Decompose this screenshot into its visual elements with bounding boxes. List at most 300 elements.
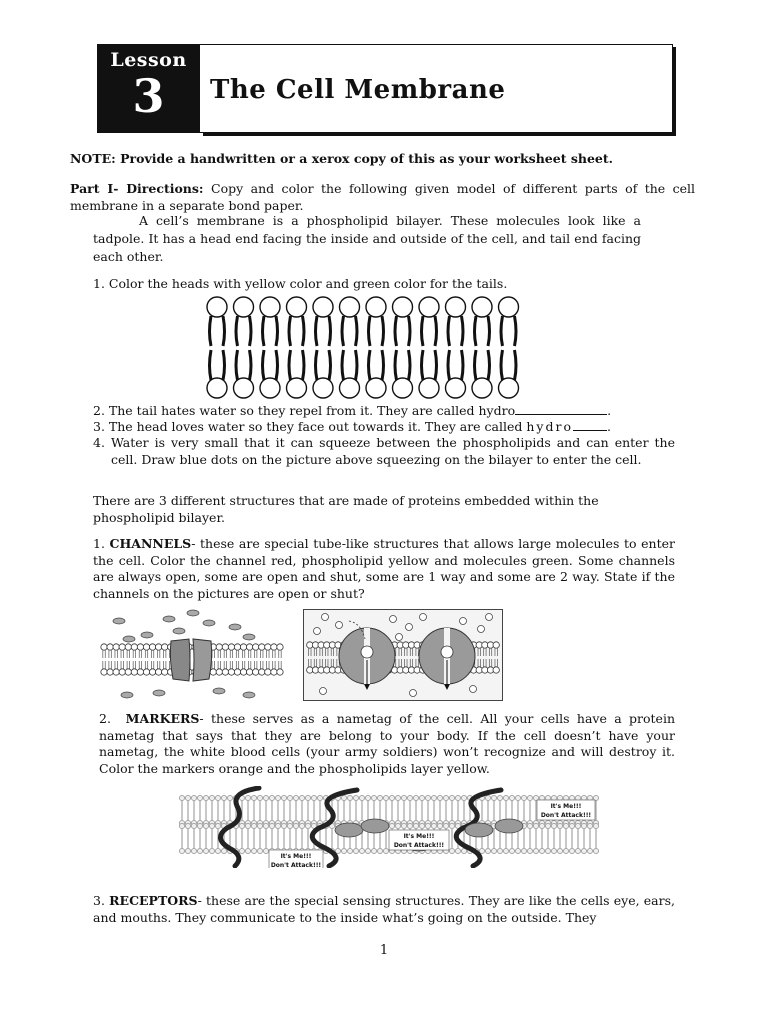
marker-lipid-head bbox=[551, 848, 556, 853]
phospholipid-tail bbox=[342, 316, 344, 346]
item-4-num: 4. bbox=[93, 435, 105, 450]
marker-lipid-head bbox=[593, 823, 598, 828]
phospholipid-tail bbox=[289, 350, 291, 380]
molecule bbox=[173, 628, 185, 634]
molecule bbox=[123, 636, 135, 642]
channel-left-lipid-head bbox=[246, 669, 252, 675]
marker-lipid-head bbox=[563, 823, 568, 828]
phospholipid-tail bbox=[448, 316, 450, 346]
phospholipid-molecule bbox=[472, 297, 492, 398]
molecule bbox=[141, 632, 153, 638]
phospholipid-tail bbox=[462, 316, 464, 346]
marker-lipid-head bbox=[407, 823, 412, 828]
phospholipid-head bbox=[472, 297, 492, 317]
nametag-line-1: It's Me!!! bbox=[550, 803, 582, 810]
phospholipid-head bbox=[260, 378, 280, 398]
lesson-badge bbox=[97, 44, 200, 133]
part1-directions bbox=[70, 181, 695, 214]
marker-lipid-head bbox=[251, 823, 256, 828]
marker-lipid-head bbox=[545, 848, 550, 853]
item-4-text: Water is very small that it can squeeze between the phospholipids and can enter the cell. Draw blue dots on the picture above squeezing on the bilayer to enter the cell. bbox=[111, 435, 675, 467]
marker-lipid-head bbox=[353, 848, 358, 853]
phospholipid-tail bbox=[289, 316, 291, 346]
phospholipid-tail bbox=[236, 316, 238, 346]
channels-paragraph bbox=[93, 536, 675, 602]
marker-lipid-head bbox=[581, 848, 586, 853]
item-2-blank[interactable] bbox=[515, 404, 607, 415]
phospholipid-tail bbox=[409, 350, 411, 380]
phospholipid-tail bbox=[210, 316, 212, 346]
phospholipid-head bbox=[419, 378, 439, 398]
channel-left-lipid-head bbox=[113, 669, 119, 675]
phospholipid-head bbox=[446, 297, 466, 317]
marker-lipid-head bbox=[497, 795, 502, 800]
marker-protein bbox=[495, 819, 523, 833]
marker-lipid-head bbox=[383, 795, 388, 800]
small-molecule bbox=[396, 634, 403, 641]
molecule bbox=[121, 692, 133, 698]
marker-nametag bbox=[537, 800, 595, 820]
phospholipid-tail bbox=[369, 316, 371, 346]
small-molecule bbox=[420, 614, 427, 621]
small-molecule bbox=[320, 688, 327, 695]
phospholipid-tail bbox=[501, 350, 503, 380]
phospholipid-molecule bbox=[446, 297, 466, 398]
marker-lipid-head bbox=[197, 795, 202, 800]
marker-lipid-head bbox=[191, 823, 196, 828]
marker-lipid-head bbox=[515, 848, 520, 853]
phospholipid-head bbox=[207, 297, 227, 317]
channel-left-lipid-head bbox=[155, 644, 161, 650]
channel-protein bbox=[170, 639, 190, 681]
phospholipid-tail bbox=[488, 316, 490, 346]
marker-lipid-head bbox=[269, 795, 274, 800]
phospholipid-tail bbox=[316, 350, 318, 380]
item-3-blank[interactable] bbox=[573, 420, 607, 431]
marker-lipid-head bbox=[533, 823, 538, 828]
phospholipid-tail bbox=[223, 350, 225, 380]
marker-lipid-head bbox=[539, 823, 544, 828]
channel-left-lipid-head bbox=[253, 669, 259, 675]
marker-lipid-head bbox=[455, 848, 460, 853]
marker-lipid-head bbox=[179, 848, 184, 853]
marker-lipid-head bbox=[191, 848, 196, 853]
marker-lipid-head bbox=[179, 795, 184, 800]
phospholipid-tail bbox=[435, 316, 437, 346]
marker-lipid-head bbox=[197, 823, 202, 828]
marker-nametag bbox=[389, 830, 449, 850]
marker-lipid-head bbox=[257, 848, 262, 853]
marker-lipid-head bbox=[197, 848, 202, 853]
phospholipid-head bbox=[313, 378, 333, 398]
marker-lipid-head bbox=[521, 848, 526, 853]
molecule bbox=[187, 610, 199, 616]
marker-lipid-head bbox=[275, 795, 280, 800]
phospholipid-head bbox=[340, 378, 360, 398]
small-molecule bbox=[470, 686, 477, 693]
phospholipid-tail bbox=[329, 350, 331, 380]
marker-lipid-head bbox=[527, 848, 532, 853]
channel-left-lipid-head bbox=[131, 644, 137, 650]
receptors-num: 3. bbox=[93, 893, 105, 908]
channel-left-lipid-head bbox=[271, 644, 277, 650]
marker-lipid-head bbox=[413, 823, 418, 828]
channel-left-lipid-head bbox=[101, 644, 107, 650]
marker-lipid-head bbox=[551, 823, 556, 828]
phospholipid-tail bbox=[303, 316, 305, 346]
channel-left-lipid-head bbox=[137, 669, 143, 675]
marker-lipid-head bbox=[587, 823, 592, 828]
marker-lipid-head bbox=[203, 823, 208, 828]
note-text: Provide a handwritten or a xerox copy of this as your worksheet sheet. bbox=[115, 151, 614, 166]
marker-lipid-head bbox=[401, 823, 406, 828]
part1-intro: A cell’s membrane is a phospholipid bilayer. These molecules look like a tadpole. It has a head end facing the inside and outside of the cell, and tail end facing each other. bbox=[93, 213, 641, 264]
marker-lipid-head bbox=[257, 823, 262, 828]
marker-lipid-head bbox=[431, 823, 436, 828]
marker-lipid-head bbox=[275, 823, 280, 828]
marker-lipid-head bbox=[491, 848, 496, 853]
phospholipid-tail bbox=[435, 350, 437, 380]
phospholipid-head bbox=[366, 378, 386, 398]
phospholipid-tail bbox=[488, 350, 490, 380]
marker-lipid-head bbox=[203, 795, 208, 800]
phospholipid-molecule bbox=[340, 297, 360, 398]
markers-text: - these serves as a nametag of the cell. All your cells have a protein nametag that says that they are belong to your body. If the cell doesn’t have your nametag, the white blood cells (your army soldiers) won’t recognize and will destroy it. Color the markers orange and the phospholipids layer yellow. bbox=[99, 711, 676, 776]
item-2: 2. The tail hates water so they repel from it. They are called hydro . bbox=[93, 403, 612, 418]
marker-lipid-head bbox=[557, 823, 562, 828]
channel-left-lipid-head bbox=[155, 669, 161, 675]
marker-lipid-head bbox=[491, 795, 496, 800]
molecule bbox=[229, 624, 241, 630]
marker-lipid-head bbox=[203, 848, 208, 853]
marker-lipid-head bbox=[365, 848, 370, 853]
small-molecule bbox=[478, 626, 485, 633]
small-molecule bbox=[406, 624, 413, 631]
note-label: NOTE: bbox=[70, 151, 116, 166]
part1-text: Copy and color the following given model of different parts of the cell membrane in a separate bond paper. bbox=[70, 181, 696, 213]
marker-lipid-head bbox=[437, 823, 442, 828]
marker-lipid-head bbox=[185, 823, 190, 828]
item-3-text: The head loves water so they face out towards it. They are called bbox=[108, 419, 527, 434]
marker-protein bbox=[361, 819, 389, 833]
phospholipid-molecule bbox=[260, 297, 280, 398]
channel-ligand bbox=[361, 646, 373, 658]
phospholipid-head bbox=[393, 378, 413, 398]
receptors-label: RECEPTORS bbox=[109, 893, 198, 908]
markers-label: MARKERS bbox=[125, 711, 200, 726]
marker-lipid-head bbox=[563, 848, 568, 853]
phospholipid-tail bbox=[422, 350, 424, 380]
phospholipid-tail bbox=[250, 316, 252, 346]
nametag-line-2: Don't Attack!!! bbox=[540, 812, 592, 819]
molecule bbox=[243, 692, 255, 698]
channel-left-lipid-head bbox=[107, 669, 113, 675]
channel-left-lipid-head bbox=[265, 644, 271, 650]
phospholipid-tail bbox=[210, 350, 212, 380]
marker-lipid-head bbox=[437, 795, 442, 800]
channel-left-lipid-head bbox=[216, 669, 222, 675]
note-line bbox=[70, 151, 690, 168]
phospholipid-head bbox=[366, 297, 386, 317]
marker-lipid-head bbox=[431, 795, 436, 800]
phospholipid-tail bbox=[303, 350, 305, 380]
marker-lipid-head bbox=[413, 795, 418, 800]
phospholipid-tail bbox=[263, 316, 265, 346]
marker-lipid-head bbox=[425, 795, 430, 800]
marker-lipid-head bbox=[353, 795, 358, 800]
marker-lipid-head bbox=[185, 795, 190, 800]
phospholipid-head bbox=[419, 297, 439, 317]
phospholipid-head bbox=[499, 378, 519, 398]
phospholipid-molecule bbox=[207, 297, 227, 398]
marker-lipid-head bbox=[395, 823, 400, 828]
channel-left-lipid-head bbox=[222, 669, 228, 675]
channel-left-lipid-head bbox=[216, 644, 222, 650]
molecule bbox=[163, 616, 175, 622]
nametag-line-2: Don't Attack!!! bbox=[270, 862, 322, 868]
marker-lipid-head bbox=[299, 795, 304, 800]
marker-lipid-head bbox=[575, 848, 580, 853]
marker-lipid-head bbox=[263, 823, 268, 828]
phospholipid-molecule bbox=[287, 297, 307, 398]
marker-lipid-head bbox=[449, 848, 454, 853]
marker-lipid-head bbox=[239, 848, 244, 853]
phospholipid-tail bbox=[515, 350, 517, 380]
marker-lipid-head bbox=[251, 848, 256, 853]
marker-lipid-head bbox=[389, 795, 394, 800]
channel-left-lipid-head bbox=[137, 644, 143, 650]
phospholipid-head bbox=[340, 297, 360, 317]
part1-label: Part I- Directions: bbox=[70, 181, 204, 196]
marker-lipid-head bbox=[215, 795, 220, 800]
marker-lipid-head bbox=[401, 795, 406, 800]
marker-lipid-head bbox=[341, 795, 346, 800]
channel-right-lipid-head bbox=[493, 642, 499, 648]
channel-left-lipid-head bbox=[143, 669, 149, 675]
markers-paragraph bbox=[99, 711, 675, 777]
marker-lipid-head bbox=[497, 848, 502, 853]
phospholipid-molecule bbox=[366, 297, 386, 398]
channel-left-lipid-head bbox=[228, 669, 234, 675]
marker-lipid-head bbox=[449, 795, 454, 800]
marker-lipid-head bbox=[251, 795, 256, 800]
marker-lipid-head bbox=[425, 823, 430, 828]
marker-lipid-head bbox=[503, 848, 508, 853]
marker-lipid-head bbox=[293, 795, 298, 800]
phospholipid-tail bbox=[263, 350, 265, 380]
marker-lipid-head bbox=[305, 795, 310, 800]
channel-left-lipid-head bbox=[271, 669, 277, 675]
marker-lipid-head bbox=[245, 823, 250, 828]
phospholipid-head bbox=[287, 378, 307, 398]
marker-lipid-head bbox=[269, 823, 274, 828]
phospholipid-head bbox=[393, 297, 413, 317]
channel-left-lipid-head bbox=[162, 669, 168, 675]
channel-diagram-right bbox=[303, 609, 503, 701]
marker-lipid-head bbox=[179, 823, 184, 828]
channel-left-lipid-head bbox=[240, 669, 246, 675]
marker-lipid-head bbox=[485, 795, 490, 800]
marker-lipid-head bbox=[569, 848, 574, 853]
markers-num: 2. bbox=[99, 711, 111, 726]
phospholipid-tail bbox=[462, 350, 464, 380]
marker-lipid-head bbox=[377, 848, 382, 853]
molecule bbox=[203, 620, 215, 626]
channel-left-lipid-head bbox=[119, 644, 125, 650]
small-molecule bbox=[322, 614, 329, 621]
phospholipid-head bbox=[260, 297, 280, 317]
marker-lipid-head bbox=[509, 848, 514, 853]
channel-left-lipid-head bbox=[125, 669, 131, 675]
channels-text: - these are special tube-like structures that allows large molecules to enter the cell. Color the channel red, phospholipid yellow and molecules green. Some channels are always open, some are open and shut, some are 1 way and some are 2 way. State if the channels on the pictures are open or shut? bbox=[93, 536, 675, 601]
molecule bbox=[213, 688, 225, 694]
phospholipid-tail bbox=[316, 316, 318, 346]
small-molecule bbox=[460, 618, 467, 625]
small-molecule bbox=[314, 628, 321, 635]
molecule bbox=[153, 690, 165, 696]
phospholipid-tail bbox=[475, 350, 477, 380]
item-2-text: The tail hates water so they repel from it. They are called hydro bbox=[108, 403, 516, 418]
marker-lipid-head bbox=[341, 848, 346, 853]
marker-lipid-head bbox=[461, 795, 466, 800]
channel-left-lipid-head bbox=[277, 669, 283, 675]
marker-lipid-head bbox=[557, 848, 562, 853]
phospholipid-tail bbox=[501, 316, 503, 346]
item-1-text: Color the heads with yellow color and green color for the tails. bbox=[108, 276, 508, 291]
marker-lipid-head bbox=[575, 823, 580, 828]
phospholipid-head bbox=[446, 378, 466, 398]
marker-lipid-head bbox=[539, 848, 544, 853]
marker-lipid-head bbox=[293, 823, 298, 828]
phospholipid-head bbox=[234, 378, 254, 398]
marker-lipid-head bbox=[515, 795, 520, 800]
phospholipid-molecule bbox=[393, 297, 413, 398]
marker-lipid-head bbox=[389, 823, 394, 828]
marker-lipid-head bbox=[347, 795, 352, 800]
channel-left-lipid-head bbox=[222, 644, 228, 650]
marker-lipid-head bbox=[191, 795, 196, 800]
item-1-num: 1. bbox=[93, 276, 105, 291]
receptors-text: - these are the special sensing structures. They are like the cells eye, ears, and mouths. They communicate to the inside what’s going on the outside. They bbox=[93, 893, 675, 925]
marker-lipid-head bbox=[533, 848, 538, 853]
marker-lipid-head bbox=[257, 795, 262, 800]
small-molecule bbox=[336, 622, 343, 629]
nametag-line-2: Don't Attack!!! bbox=[393, 842, 445, 849]
marker-lipid-head bbox=[221, 848, 226, 853]
phospholipid-molecule bbox=[499, 297, 519, 398]
marker-lipid-head bbox=[209, 823, 214, 828]
marker-lipid-head bbox=[587, 848, 592, 853]
channel-left-lipid-head bbox=[253, 644, 259, 650]
marker-lipid-head bbox=[221, 795, 226, 800]
channel-left-lipid-head bbox=[259, 644, 265, 650]
item-1 bbox=[93, 276, 673, 293]
phospholipid-tail bbox=[382, 350, 384, 380]
marker-lipid-head bbox=[305, 823, 310, 828]
channel-left-lipid-head bbox=[125, 644, 131, 650]
marker-lipid-head bbox=[371, 795, 376, 800]
channel-right-lipid-head bbox=[493, 667, 499, 673]
phospholipid-head bbox=[287, 297, 307, 317]
lesson-label: Lesson bbox=[110, 49, 187, 71]
channel-left-lipid-head bbox=[259, 669, 265, 675]
item-3: 3. The head loves water so they face out towards it. They are called hydro . bbox=[93, 419, 611, 434]
channel-left-lipid-head bbox=[149, 669, 155, 675]
item-3-num: 3. bbox=[93, 419, 105, 434]
channel-left-lipid-head bbox=[234, 669, 240, 675]
channel-diagram-left bbox=[99, 609, 285, 701]
lesson-number: 3 bbox=[132, 69, 165, 123]
nametag-line-1: It's Me!!! bbox=[280, 853, 312, 860]
phospholipid-tail bbox=[356, 350, 358, 380]
channel-left-lipid-head bbox=[234, 644, 240, 650]
marker-lipid-head bbox=[185, 848, 190, 853]
marker-lipid-head bbox=[419, 795, 424, 800]
marker-lipid-head bbox=[419, 823, 424, 828]
marker-lipid-head bbox=[209, 795, 214, 800]
markers-diagram bbox=[179, 786, 599, 868]
phospholipid-molecule bbox=[419, 297, 439, 398]
marker-lipid-head bbox=[371, 848, 376, 853]
phospholipid-tail bbox=[395, 316, 397, 346]
phospholipid-molecule bbox=[234, 297, 254, 398]
marker-lipid-head bbox=[347, 848, 352, 853]
marker-lipid-head bbox=[521, 795, 526, 800]
channel-ligand bbox=[441, 646, 453, 658]
marker-lipid-head bbox=[215, 823, 220, 828]
phospholipid-bilayer-drawing bbox=[200, 296, 530, 400]
channels-num: 1. bbox=[93, 536, 105, 551]
phospholipid-tail bbox=[422, 316, 424, 346]
channel-left-lipid-head bbox=[149, 644, 155, 650]
marker-lipid-head bbox=[287, 823, 292, 828]
marker-lipid-head bbox=[245, 795, 250, 800]
phospholipid-molecule bbox=[313, 297, 333, 398]
receptors-paragraph bbox=[93, 893, 675, 926]
nametag-line-1: It's Me!!! bbox=[403, 833, 435, 840]
phospholipid-tail bbox=[448, 350, 450, 380]
title-box bbox=[200, 44, 673, 133]
channel-left-lipid-head bbox=[131, 669, 137, 675]
marker-lipid-head bbox=[263, 795, 268, 800]
channel-protein bbox=[193, 639, 212, 681]
marker-lipid-head bbox=[365, 795, 370, 800]
marker-lipid-head bbox=[359, 795, 364, 800]
phospholipid-tail bbox=[515, 316, 517, 346]
marker-lipid-head bbox=[299, 823, 304, 828]
marker-lipid-head bbox=[281, 795, 286, 800]
small-molecule bbox=[486, 614, 493, 621]
marker-lipid-head bbox=[317, 795, 322, 800]
phospholipid-tail bbox=[329, 316, 331, 346]
marker-lipid-head bbox=[227, 795, 232, 800]
marker-lipid-head bbox=[443, 795, 448, 800]
marker-lipid-head bbox=[443, 823, 448, 828]
marker-lipid-head bbox=[395, 795, 400, 800]
channel-left-lipid-head bbox=[107, 644, 113, 650]
molecule bbox=[243, 634, 255, 640]
item-4 bbox=[93, 435, 675, 468]
marker-lipid-head bbox=[239, 823, 244, 828]
channels-label: CHANNELS bbox=[109, 536, 192, 551]
channel-left-lipid-head bbox=[101, 669, 107, 675]
phospholipid-tail bbox=[250, 350, 252, 380]
marker-lipid-head bbox=[383, 848, 388, 853]
phospholipid-tail bbox=[356, 316, 358, 346]
phospholipid-tail bbox=[475, 316, 477, 346]
marker-lipid-head bbox=[245, 848, 250, 853]
marker-lipid-head bbox=[569, 823, 574, 828]
